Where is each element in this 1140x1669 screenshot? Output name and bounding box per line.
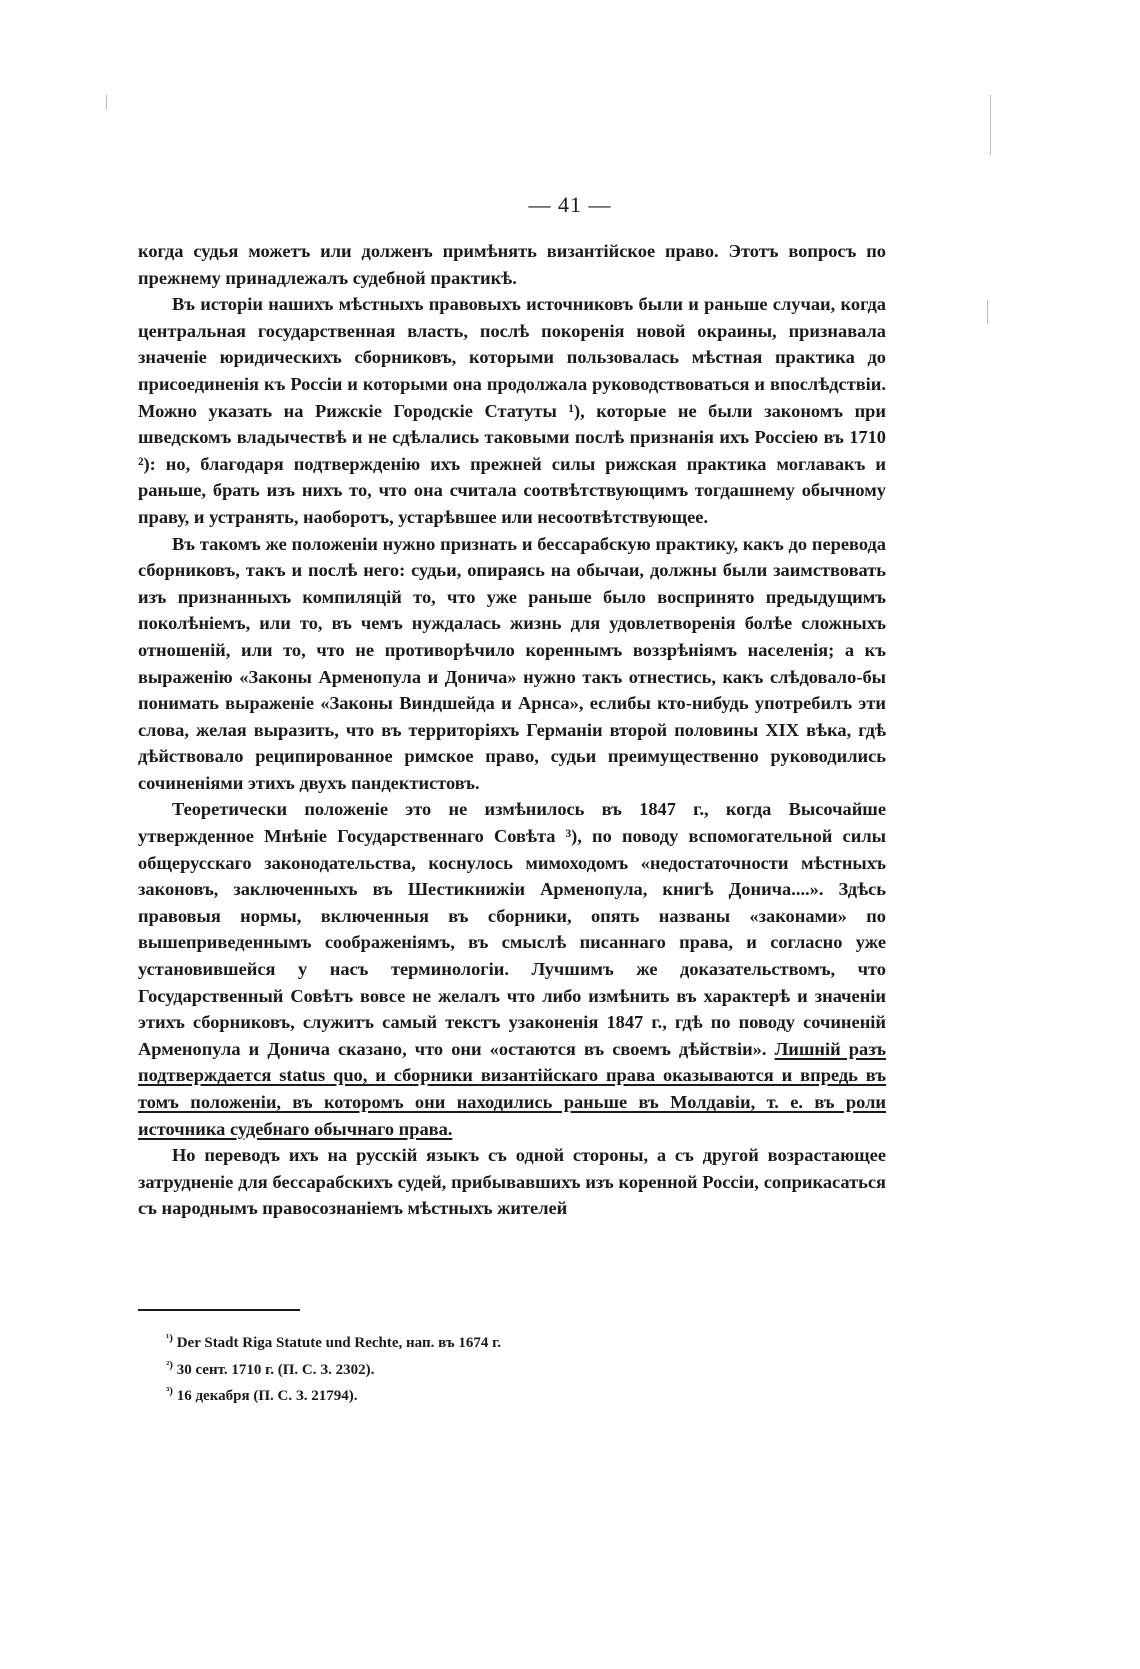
paragraph-1: когда судья можетъ или долженъ примѣнять византійское право. Этотъ вопросъ по прежнему принадлежалъ судебной практикѣ.: [138, 241, 886, 288]
footnote-2-text: 30 сент. 1710 г. (П. С. З. 2302).: [176, 1361, 375, 1378]
scan-margin-mark: [987, 300, 988, 324]
footnote-3-text: 16 декабря (П. С. З. 21794).: [176, 1388, 358, 1404]
scan-margin-mark: [106, 95, 107, 109]
scan-margin-mark: [990, 95, 991, 155]
paragraph-3: Въ такомъ же положеніи нужно признать и бессарабскую практику, какъ до перевода сборниковъ, такъ и послѣ него: судьи, опираясь на обычаи, должны были заимствовать изъ признанныхъ компиляцій то, что уже раньше было воспринято предыдущимъ поколѣніемъ, или то, въ чемъ нуждалась жизнь для удовлетворенія болѣе сложныхъ отношеній, или то, что не противорѣчило кореннымъ воззрѣніямъ населенія; а къ выраженію «Законы Арменопула и Донича» нужно такъ отнестись, какъ слѣдовало-бы понимать выраженіе «Законы Виндшейда и Арнса», еслибы кто-нибудь употребилъ эти слова, желая выразить, что въ территоріяхъ Германіи второй половины XIX вѣка, гдѣ дѣйствовало реципированное римское право, судьи преимущественно руководились сочиненіями этихъ двухъ пандектистовъ.: [138, 533, 886, 793]
footnote-2: [166, 1355, 866, 1382]
footnote-1-text: Der Stadt Riga Statute und Rechte, нап. въ 1674 г.: [176, 1335, 501, 1351]
paragraph-5: Но переводъ ихъ на русскій языкъ съ одной стороны, а съ другой возрастающее затрудненіе для бессарабскихъ судей, прибывавшихъ изъ коренной Россіи, соприкасаться съ народнымъ правосознаніемъ мѣстныхъ жителей: [138, 1145, 886, 1219]
footnote-3-mark: ³): [166, 1385, 173, 1397]
footnotes: [166, 1328, 866, 1408]
body-text: [138, 238, 886, 1222]
footnote-divider: [138, 1309, 300, 1311]
footnote-2-mark: ²): [166, 1358, 173, 1371]
footnote-1: [166, 1328, 866, 1355]
paragraph-4-text: Теоретически положеніе это не измѣнилось въ 1847 г., когда Высочайше утвержденное Мнѣніе Государственнаго Совѣта ³), по поводу вспомогательной силы общерусскаго законодательства, коснулось мимоходомъ «недостаточности мѣстныхъ законовъ, заключенныхъ въ Шестикнижіи Арменопула, книгѣ Донича....». Здѣсь правовыя нормы, включенныя въ сборники, опять названы «законами» по вышеприведеннымъ соображеніямъ, въ смыслѣ писаннаго права, и согласно уже установившейся у насъ терминологіи. Лучшимъ же доказательствомъ, что Государственный Совѣтъ вовсе не желалъ что либо измѣнить въ характерѣ и значеніи этихъ сборниковъ, служитъ самый текстъ узаконенія 1847 г., гдѣ по поводу сочиненій Арменопула и Донича сказано, что они «остаются въ своемъ дѣйствіи».: [138, 799, 886, 1059]
paragraph-4-underlined-passage: Лишній разъ подтверждается status quo, и сборники византійскаго права оказываются и впредь въ томъ положеніи, въ которомъ они находились раньше въ Молдавіи, т. е. въ роли источника судебнаго обычнаго права.: [138, 1038, 886, 1139]
paragraph-4: [138, 796, 886, 1142]
paragraph-2: Въ исторіи нашихъ мѣстныхъ правовыхъ источниковъ были и раньше случаи, когда центральная государственная власть, послѣ покоренія новой окраины, признавала значеніе юридическихъ сборниковъ, которыми пользовалась мѣстная практика до присоединенія къ Россіи и которыми она продолжала руководствоваться и впослѣдствіи. Можно указать на Рижскіе Городскіе Статуты ¹), которые не были закономъ при шведскомъ владычествѣ и не сдѣлались таковыми послѣ признанія ихъ Россіею въ 1710 ²): но, благодаря подтвержденію ихъ прежней силы рижская практика моглавакъ и раньше, брать изъ нихъ то, что она считала соотвѣтствующимъ тогдашнему обычному праву, и устранять, наоборотъ, устарѣвшее или несоотвѣтствующее.: [138, 294, 886, 527]
footnote-1-mark: ¹): [166, 1332, 173, 1344]
page-number: — 41 —: [528, 192, 612, 217]
footnote-3: [166, 1381, 866, 1408]
